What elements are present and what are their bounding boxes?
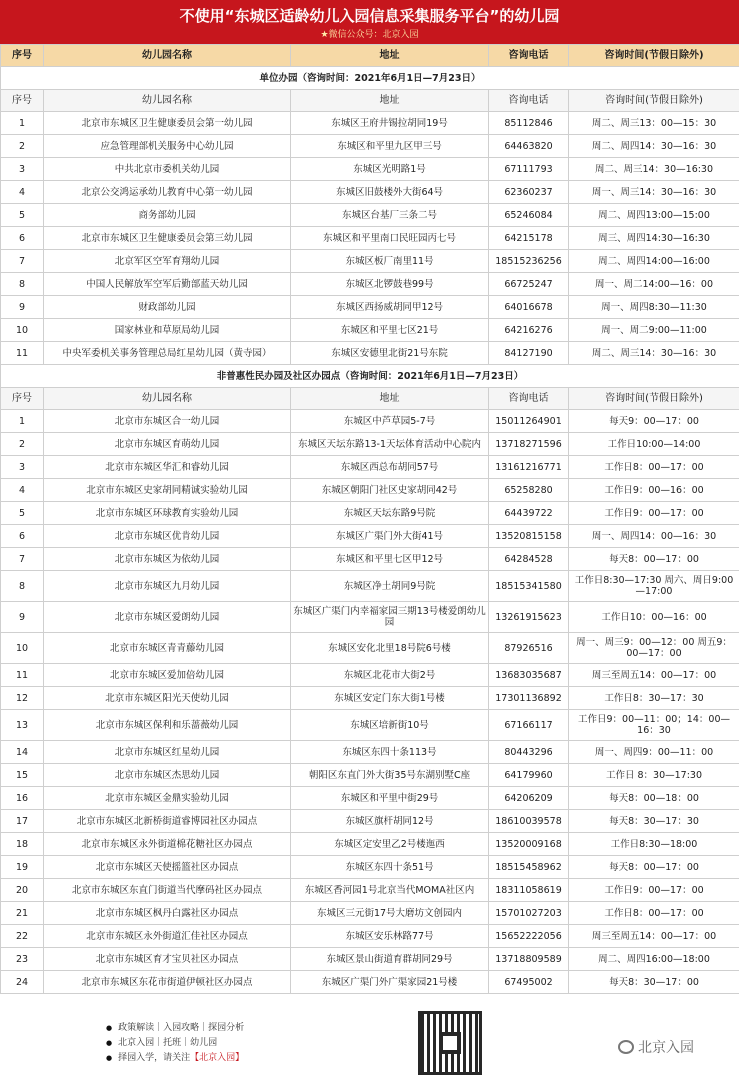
consult-hours: 周一、周四8:30—11:30: [569, 296, 739, 319]
consult-hours: 工作日9：00—11：00；14：00—16：30: [569, 710, 739, 741]
table-row: [1, 342, 739, 365]
phone: 18515341580: [489, 571, 569, 602]
consult-hours: 工作日8：00—17：00: [569, 902, 739, 925]
kindergarten-name: 北京市东城区永外街道汇佳社区办园点: [44, 925, 291, 948]
table-header-row: [1, 388, 739, 410]
kindergarten-name: 商务部幼儿园: [44, 204, 291, 227]
table-row: [1, 902, 739, 925]
table-row: [1, 633, 739, 664]
kindergarten-name: 北京市东城区枫丹白露社区办园点: [44, 902, 291, 925]
section-title-row: [1, 67, 739, 90]
address: 东城区培新街10号: [291, 710, 489, 741]
column-header: 咨询时间(节假日除外): [569, 90, 739, 112]
kindergarten-name: 北京市东城区华汇和睿幼儿园: [44, 456, 291, 479]
address: 东城区景山街道育群胡同29号: [291, 948, 489, 971]
table-row: [1, 410, 739, 433]
consult-hours: 每天8：00—17：00: [569, 856, 739, 879]
phone: 66725247: [489, 273, 569, 296]
kindergarten-name: 北京市东城区为依幼儿园: [44, 548, 291, 571]
row-index: 2: [1, 433, 44, 456]
consult-hours: 每天9：00—17：00: [569, 410, 739, 433]
column-header: 咨询电话: [489, 90, 569, 112]
row-index: 12: [1, 687, 44, 710]
row-index: 8: [1, 571, 44, 602]
table-row: [1, 319, 739, 342]
row-index: 11: [1, 664, 44, 687]
row-index: 7: [1, 548, 44, 571]
kindergarten-name: 财政部幼儿园: [44, 296, 291, 319]
row-index: 18: [1, 833, 44, 856]
table-row: [1, 112, 739, 135]
footer-item: ● 北京入园｜托班｜幼儿园: [106, 1036, 244, 1051]
table-row: [1, 135, 739, 158]
address: 东城区安化北里18号院6号楼: [291, 633, 489, 664]
table-row: [1, 833, 739, 856]
address: 朝阳区东直门外大街35号东湖别墅C座: [291, 764, 489, 787]
column-header: 幼儿园名称: [44, 388, 291, 410]
table-header-row: [1, 90, 739, 112]
section-title: 非普惠性民办园及社区办园点（咨询时间：2021年6月1日—7月23日）: [1, 365, 739, 388]
column-header: 地址: [291, 45, 489, 67]
table-row: [1, 158, 739, 181]
address: 东城区安德里北街21号东院: [291, 342, 489, 365]
row-index: 5: [1, 204, 44, 227]
address: 东城区板厂南里11号: [291, 250, 489, 273]
consult-hours: 工作日8:30—17:30 周六、周日9:00—17:00: [569, 571, 739, 602]
consult-hours: 周一、周四9：00—11：00: [569, 741, 739, 764]
footer-links: [106, 1021, 244, 1066]
consult-hours: 工作日9：00—17：00: [569, 879, 739, 902]
column-header: 地址: [291, 388, 489, 410]
row-index: 24: [1, 971, 44, 994]
address: 东城区和平里九区甲三号: [291, 135, 489, 158]
consult-hours: 工作日10：00—16：00: [569, 602, 739, 633]
kindergarten-name: 中国人民解放军空军后勤部蓝天幼儿园: [44, 273, 291, 296]
row-index: 15: [1, 764, 44, 787]
phone: 64216276: [489, 319, 569, 342]
phone: 64463820: [489, 135, 569, 158]
row-index: 17: [1, 810, 44, 833]
address: 东城区定安里乙2号楼迤西: [291, 833, 489, 856]
wechat-account-note: ★微信公众号：北京入园: [320, 30, 419, 40]
consult-hours: 工作日8：30—17：30: [569, 687, 739, 710]
phone: 64179960: [489, 764, 569, 787]
phone: 13718271596: [489, 433, 569, 456]
phone: 13520815158: [489, 525, 569, 548]
address: 东城区广渠门外大街41号: [291, 525, 489, 548]
kindergarten-name: 北京市东城区杰思幼儿园: [44, 764, 291, 787]
address: 东城区西扬威胡同甲12号: [291, 296, 489, 319]
table-row: [1, 856, 739, 879]
address: 东城区中芦草园5-7号: [291, 410, 489, 433]
row-index: 9: [1, 602, 44, 633]
table-row: [1, 181, 739, 204]
table-row: [1, 571, 739, 602]
phone: 64016678: [489, 296, 569, 319]
kindergarten-name: 北京市东城区环球教育实验幼儿园: [44, 502, 291, 525]
kindergarten-name: 国家林业和草原局幼儿园: [44, 319, 291, 342]
kindergarten-name: 北京市东城区阳光天使幼儿园: [44, 687, 291, 710]
row-index: 13: [1, 710, 44, 741]
phone: 15652222056: [489, 925, 569, 948]
table-row: [1, 479, 739, 502]
row-index: 21: [1, 902, 44, 925]
column-header: 幼儿园名称: [44, 90, 291, 112]
address: 东城区西总布胡同57号: [291, 456, 489, 479]
phone: 18610039578: [489, 810, 569, 833]
consult-hours: 周一、周四14：00—16：30: [569, 525, 739, 548]
address: 东城区和平里南口民旺园丙七号: [291, 227, 489, 250]
row-index: 6: [1, 525, 44, 548]
kindergarten-name: 北京市东城区东花市街道伊顿社区办园点: [44, 971, 291, 994]
address: 东城区和平里七区甲12号: [291, 548, 489, 571]
table-row: [1, 250, 739, 273]
kindergarten-name: 北京市东城区永外街道棉花糖社区办园点: [44, 833, 291, 856]
kindergarten-name: 北京市东城区金鼎实验幼儿园: [44, 787, 291, 810]
address: 东城区广渠门内幸福家园三期13号楼爱朗幼儿园: [291, 602, 489, 633]
kindergarten-name: 北京市东城区育萌幼儿园: [44, 433, 291, 456]
phone: 65258280: [489, 479, 569, 502]
phone: 64206209: [489, 787, 569, 810]
table-row: [1, 602, 739, 633]
phone: 67495002: [489, 971, 569, 994]
phone: 18515236256: [489, 250, 569, 273]
consult-hours: 工作日 8：30—17:30: [569, 764, 739, 787]
address: 东城区朝阳门社区史家胡同42号: [291, 479, 489, 502]
phone: 80443296: [489, 741, 569, 764]
footer-highlight: 【北京入园】: [190, 1053, 245, 1063]
table-row: [1, 502, 739, 525]
qr-code-icon: [418, 1011, 482, 1075]
consult-hours: 工作日10:00—14:00: [569, 433, 739, 456]
column-header: 序号: [1, 45, 44, 67]
consult-hours: 周二、周四13:00—15:00: [569, 204, 739, 227]
phone: 65246084: [489, 204, 569, 227]
kindergarten-name: 北京市东城区红星幼儿园: [44, 741, 291, 764]
address: 东城区广渠门外广渠家园21号楼: [291, 971, 489, 994]
consult-hours: 周一、周三14：30—16：30: [569, 181, 739, 204]
consult-hours: 工作日9：00—17：00: [569, 502, 739, 525]
row-index: 19: [1, 856, 44, 879]
row-index: 7: [1, 250, 44, 273]
address: 东城区王府井锡拉胡同19号: [291, 112, 489, 135]
row-index: 6: [1, 227, 44, 250]
table-row: [1, 810, 739, 833]
phone: 15011264901: [489, 410, 569, 433]
kindergarten-name: 北京市东城区北新桥街道睿博园社区办园点: [44, 810, 291, 833]
consult-hours: 周二、周三14：30—16:30: [569, 158, 739, 181]
consult-hours: 每天8：00—18：00: [569, 787, 739, 810]
kindergarten-name: 中央军委机关事务管理总局红星幼儿园（黄寺园）: [44, 342, 291, 365]
address: 东城区天坛东路13-1天坛体育活动中心院内: [291, 433, 489, 456]
column-header: 咨询时间(节假日除外): [569, 388, 739, 410]
kindergarten-name: 北京市东城区爱加倍幼儿园: [44, 664, 291, 687]
table-row: [1, 273, 739, 296]
row-index: 10: [1, 319, 44, 342]
table-row: [1, 433, 739, 456]
address: 东城区安乐林路77号: [291, 925, 489, 948]
consult-hours: 周一、周二9:00—11:00: [569, 319, 739, 342]
kindergarten-name: 北京市东城区卫生健康委员会第三幼儿园: [44, 227, 291, 250]
kindergarten-name: 中共北京市委机关幼儿园: [44, 158, 291, 181]
row-index: 10: [1, 633, 44, 664]
address: 东城区天坛东路9号院: [291, 502, 489, 525]
row-index: 1: [1, 410, 44, 433]
row-index: 23: [1, 948, 44, 971]
row-index: 3: [1, 158, 44, 181]
kindergarten-name: 北京市东城区爱朗幼儿园: [44, 602, 291, 633]
wechat-icon: [618, 1040, 634, 1054]
consult-hours: 每天8：00—17：00: [569, 548, 739, 571]
table-row: [1, 787, 739, 810]
phone: 62360237: [489, 181, 569, 204]
address: 东城区安定门东大街1号楼: [291, 687, 489, 710]
table-row: [1, 925, 739, 948]
table-row: [1, 525, 739, 548]
row-index: 11: [1, 342, 44, 365]
phone: 13718809589: [489, 948, 569, 971]
phone: 18515458962: [489, 856, 569, 879]
address: 东城区光明路1号: [291, 158, 489, 181]
table-header-row: [1, 45, 739, 67]
consult-hours: 工作日8:30—18:00: [569, 833, 739, 856]
row-index: 9: [1, 296, 44, 319]
column-header: 咨询时间(节假日除外): [569, 45, 739, 67]
consult-hours: 工作日9：00—16：00: [569, 479, 739, 502]
table-row: [1, 664, 739, 687]
row-index: 20: [1, 879, 44, 902]
consult-hours: 周二、周四14：30—16：30: [569, 135, 739, 158]
consult-hours: 工作日8：00—17：00: [569, 456, 739, 479]
address: 东城区北锣鼓巷99号: [291, 273, 489, 296]
row-index: 8: [1, 273, 44, 296]
table-row: [1, 764, 739, 787]
row-index: 2: [1, 135, 44, 158]
table-row: [1, 741, 739, 764]
footer-item: ● 择园入学，请关注【北京入园】: [106, 1051, 244, 1066]
phone: 85112846: [489, 112, 569, 135]
footer: [0, 1005, 739, 1081]
table-row: [1, 687, 739, 710]
consult-hours: 周一、周三9：00—12：00 周五9：00—17：00: [569, 633, 739, 664]
address: 东城区旧鼓楼外大街64号: [291, 181, 489, 204]
kindergarten-name: 北京市东城区合一幼儿园: [44, 410, 291, 433]
row-index: 16: [1, 787, 44, 810]
address: 东城区台基厂三条二号: [291, 204, 489, 227]
phone: 13520009168: [489, 833, 569, 856]
row-index: 1: [1, 112, 44, 135]
phone: 13161216771: [489, 456, 569, 479]
consult-hours: 周三、周四14:30—16:30: [569, 227, 739, 250]
kindergarten-name: 北京市东城区天使摇篮社区办园点: [44, 856, 291, 879]
table-row: [1, 710, 739, 741]
consult-hours: 周二、周四14:00—16:00: [569, 250, 739, 273]
consult-hours: 周三至周五14：00—17：00: [569, 664, 739, 687]
phone: 84127190: [489, 342, 569, 365]
consult-hours: 周二、周三13：00—15：30: [569, 112, 739, 135]
phone: 18311058619: [489, 879, 569, 902]
title-banner: [0, 0, 739, 44]
column-header: 地址: [291, 90, 489, 112]
footer-item: ● 政策解读｜入园攻略｜探园分析: [106, 1021, 244, 1036]
row-index: 22: [1, 925, 44, 948]
kindergarten-name: 北京市东城区卫生健康委员会第一幼儿园: [44, 112, 291, 135]
table-row: [1, 227, 739, 250]
row-index: 4: [1, 479, 44, 502]
column-header: 序号: [1, 90, 44, 112]
address: 东城区和平里中街29号: [291, 787, 489, 810]
row-index: 4: [1, 181, 44, 204]
phone: 67166117: [489, 710, 569, 741]
kindergarten-name: 北京公交鸿运承幼儿教育中心第一幼儿园: [44, 181, 291, 204]
row-index: 3: [1, 456, 44, 479]
table-row: [1, 971, 739, 994]
kindergarten-name: 北京市东城区九月幼儿园: [44, 571, 291, 602]
address: 东城区和平里七区21号: [291, 319, 489, 342]
kindergarten-table: [0, 44, 739, 994]
row-index: 14: [1, 741, 44, 764]
address: 东城区旗杆胡同12号: [291, 810, 489, 833]
column-header: 咨询电话: [489, 45, 569, 67]
phone: 67111793: [489, 158, 569, 181]
phone: 64284528: [489, 548, 569, 571]
row-index: 5: [1, 502, 44, 525]
kindergarten-name: 北京市东城区青青藤幼儿园: [44, 633, 291, 664]
column-header: 咨询电话: [489, 388, 569, 410]
kindergarten-name: 北京市东城区东直门街道当代摩码社区办园点: [44, 879, 291, 902]
table-row: [1, 879, 739, 902]
section-title-row: [1, 365, 739, 388]
kindergarten-name: 北京军区空军育翔幼儿园: [44, 250, 291, 273]
consult-hours: 周一、周二14:00—16：00: [569, 273, 739, 296]
phone: 15701027203: [489, 902, 569, 925]
consult-hours: 周二、周四16:00—18:00: [569, 948, 739, 971]
address: 东城区三元街17号大磨坊文创园内: [291, 902, 489, 925]
page-title: 不使用“东城区适龄幼儿入园信息采集服务平台”的幼儿园: [179, 7, 560, 25]
kindergarten-name: 北京市东城区育才宝贝社区办园点: [44, 948, 291, 971]
address: 东城区东四十条113号: [291, 741, 489, 764]
section-title: 单位办园（咨询时间：2021年6月1日—7月23日）: [1, 67, 739, 90]
address: 东城区北花市大街2号: [291, 664, 489, 687]
kindergarten-name: 北京市东城区史家胡同精诚实验幼儿园: [44, 479, 291, 502]
address: 东城区东四十条51号: [291, 856, 489, 879]
column-header: 幼儿园名称: [44, 45, 291, 67]
table-row: [1, 296, 739, 319]
kindergarten-name: 北京市东城区保利和乐蔷薇幼儿园: [44, 710, 291, 741]
kindergarten-name: 应急管理部机关服务中心幼儿园: [44, 135, 291, 158]
table-row: [1, 204, 739, 227]
table-row: [1, 456, 739, 479]
phone: 64215178: [489, 227, 569, 250]
kindergarten-name: 北京市东城区优肯幼儿园: [44, 525, 291, 548]
phone: 13261915623: [489, 602, 569, 633]
column-header: 序号: [1, 388, 44, 410]
consult-hours: 每天8：30—17：00: [569, 971, 739, 994]
consult-hours: 周三至周五14：00—17：00: [569, 925, 739, 948]
phone: 17301136892: [489, 687, 569, 710]
consult-hours: 每天8：30—17：30: [569, 810, 739, 833]
table-row: [1, 948, 739, 971]
account-watermark: 北京入园: [618, 1037, 694, 1057]
phone: 64439722: [489, 502, 569, 525]
phone: 13683035687: [489, 664, 569, 687]
address: 东城区香河园1号北京当代MOMA社区内: [291, 879, 489, 902]
consult-hours: 周二、周三14：30—16：30: [569, 342, 739, 365]
phone: 87926516: [489, 633, 569, 664]
address: 东城区净土胡同9号院: [291, 571, 489, 602]
table-row: [1, 548, 739, 571]
